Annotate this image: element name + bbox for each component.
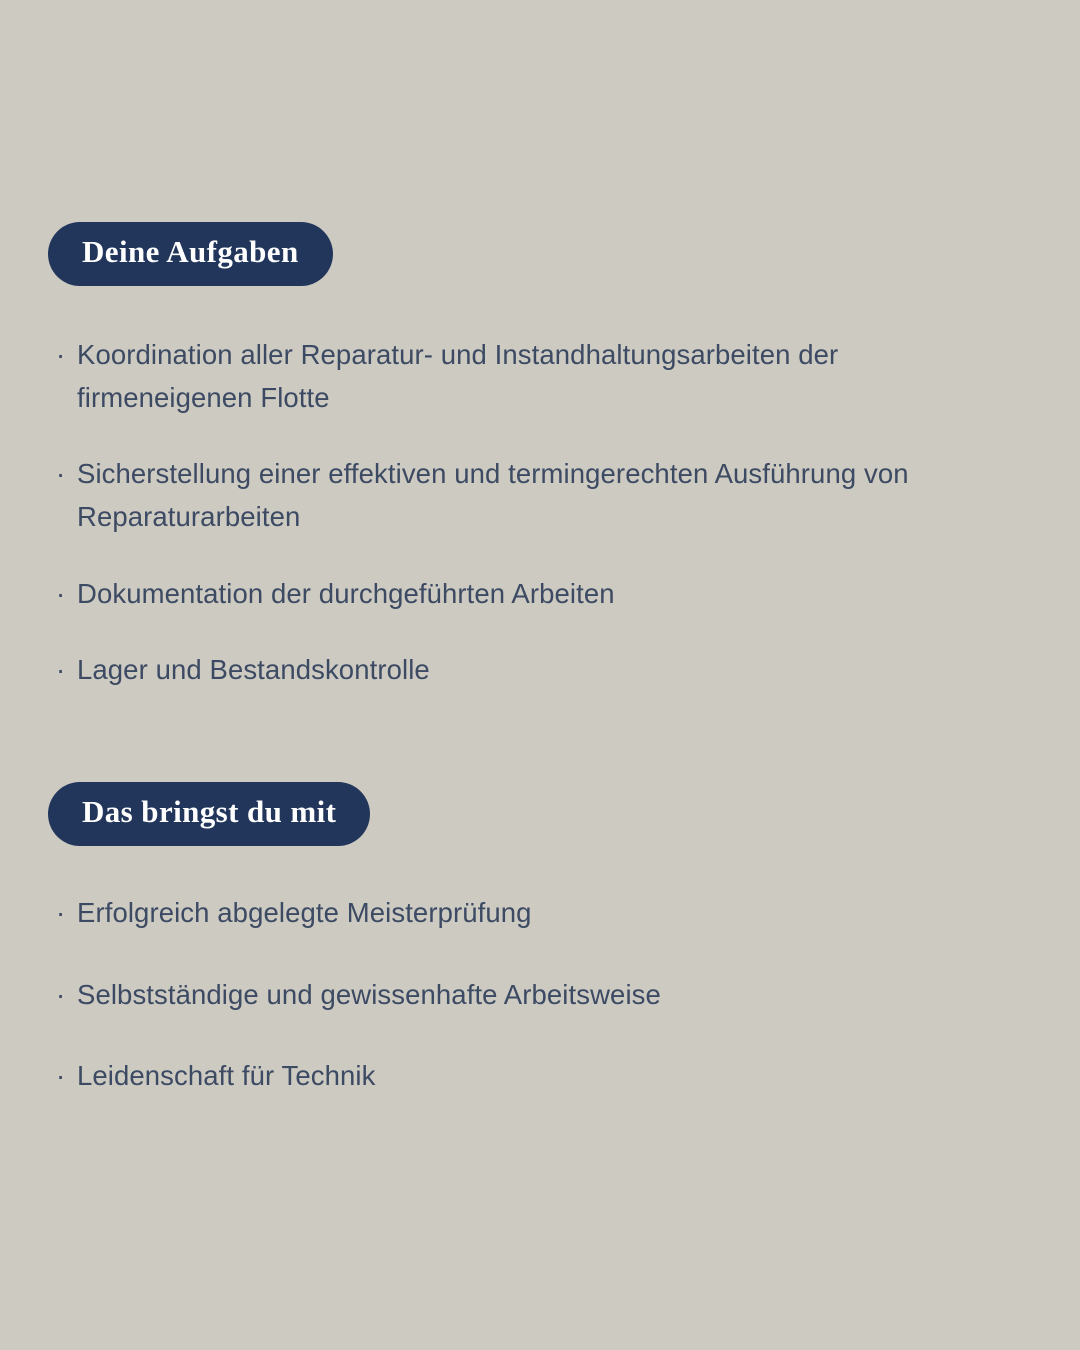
- list-item-text: Erfolgreich abgelegte Meisterprüfung: [77, 897, 532, 929]
- list-item-text: Lager und Bestandskontrolle: [77, 654, 430, 686]
- section-tasks: [0, 222, 1080, 726]
- bullet-icon: ·: [56, 654, 66, 686]
- list-item-text: Sicherstellung einer effektiven und termingerechten Ausführung von Reparaturarbeiten: [77, 458, 909, 532]
- list-item: [0, 649, 1080, 692]
- section-heading-profile: Das bringst du mit: [48, 782, 370, 846]
- list-item-text: Leidenschaft für Technik: [77, 1060, 376, 1092]
- list-item: [0, 892, 1080, 935]
- list-item-text: Koordination aller Reparatur- und Instandhaltungsarbeiten der firmeneigenen Flotte: [77, 339, 839, 413]
- bullet-icon: ·: [56, 577, 66, 609]
- section-heading-tasks: Deine Aufgaben: [48, 222, 333, 286]
- bullet-icon: ·: [56, 339, 66, 371]
- list-item: [0, 1055, 1080, 1098]
- tasks-list: [0, 334, 1080, 692]
- profile-list: [0, 892, 1080, 1098]
- list-item: [0, 573, 1080, 616]
- bullet-icon: ·: [56, 897, 66, 929]
- list-item: [0, 334, 1080, 419]
- list-item: [0, 974, 1080, 1017]
- bullet-icon: ·: [56, 458, 66, 490]
- list-item: [0, 453, 1080, 538]
- list-item-text: Dokumentation der durchgeführten Arbeiten: [77, 577, 615, 609]
- bullet-icon: ·: [56, 1060, 66, 1092]
- section-profile: [0, 782, 1080, 1137]
- list-item-text: Selbstständige und gewissenhafte Arbeitsweise: [77, 978, 661, 1010]
- bullet-icon: ·: [56, 978, 66, 1010]
